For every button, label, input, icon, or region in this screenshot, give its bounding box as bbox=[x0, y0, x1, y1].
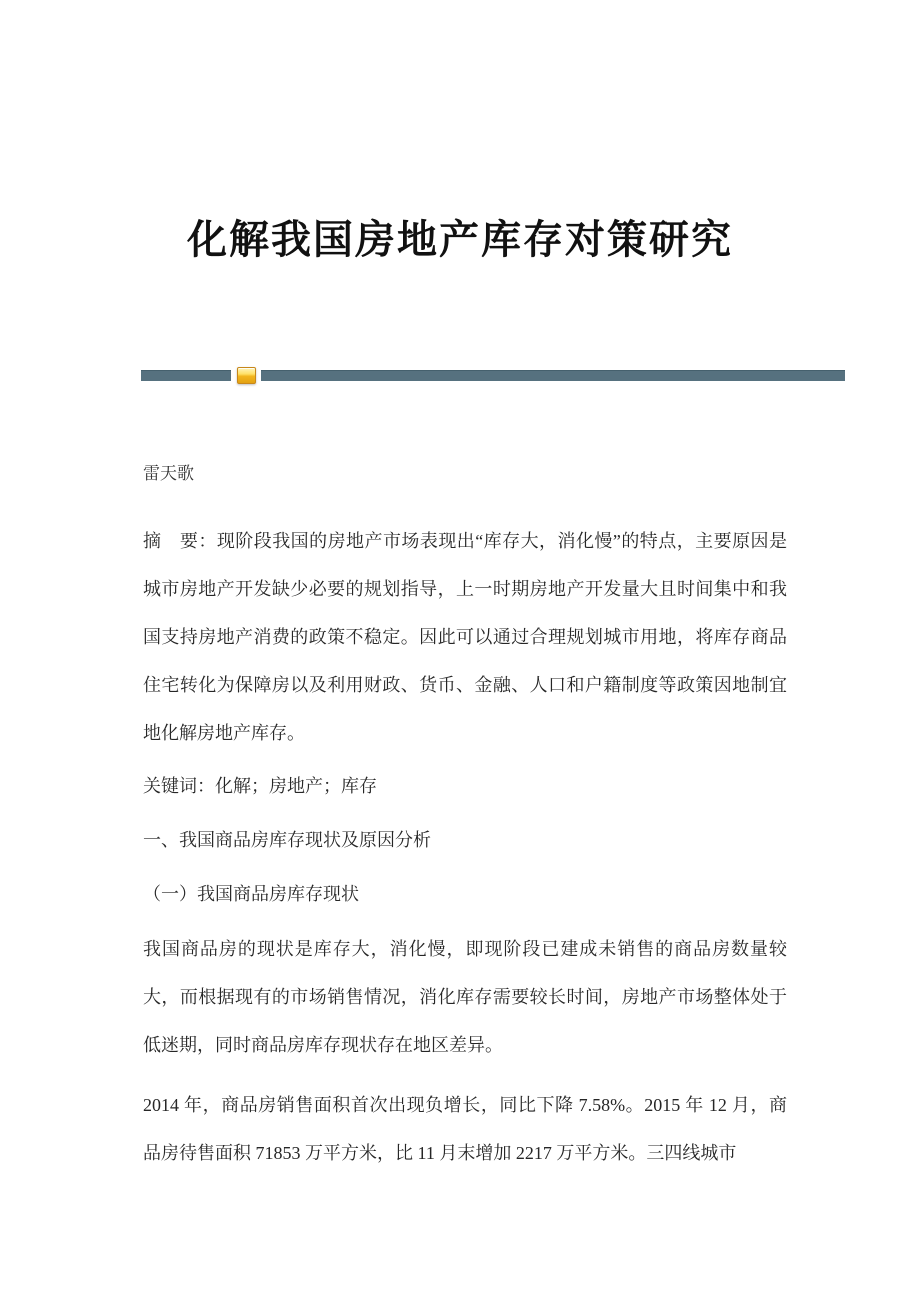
body-paragraph: 2014 年，商品房销售面积首次出现负增长，同比下降 7.58%。2015 年 12 月，商品房待售面积 71853 万平方米，比 11 月末增加 2217 万平方米。三四线城市 bbox=[143, 1095, 787, 1163]
section-divider bbox=[141, 370, 845, 380]
gold-seal-icon bbox=[237, 367, 256, 384]
abstract-paragraph: 摘 要：现阶段我国的房地产市场表现出“库存大，消化慢”的特点，主要原因是城市房地产开发缺少必要的规划指导，上一时期房地产开发量大且时间集中和我国支持房地产消费的政策不稳定。因此可以通过合理规划城市用地，将库存商品住宅转化为保障房以及利用财政、货币、金融、人口和户籍制度等政策因地制宜地化解房地产库存。 bbox=[143, 531, 787, 743]
section-heading: 一、我国商品房库存现状及原因分析 bbox=[143, 830, 431, 850]
subsection-heading: （一）我国商品房库存现状 bbox=[143, 884, 359, 904]
keywords-line: 关键词：化解；房地产；库存 bbox=[143, 776, 377, 796]
divider-bar-right bbox=[261, 370, 845, 381]
article-body bbox=[143, 450, 787, 1182]
body-paragraph: 我国商品房的现状是库存大，消化慢，即现阶段已建成未销售的商品房数量较大，而根据现有的市场销售情况，消化库存需要较长时间，房地产市场整体处于低迷期，同时商品房库存现状存在地区差异。 bbox=[143, 939, 787, 1055]
author-name: 雷天歌 bbox=[143, 464, 194, 483]
divider-bar-left bbox=[141, 370, 231, 381]
document-title: 化解我国房地产库存对策研究 bbox=[187, 217, 733, 262]
